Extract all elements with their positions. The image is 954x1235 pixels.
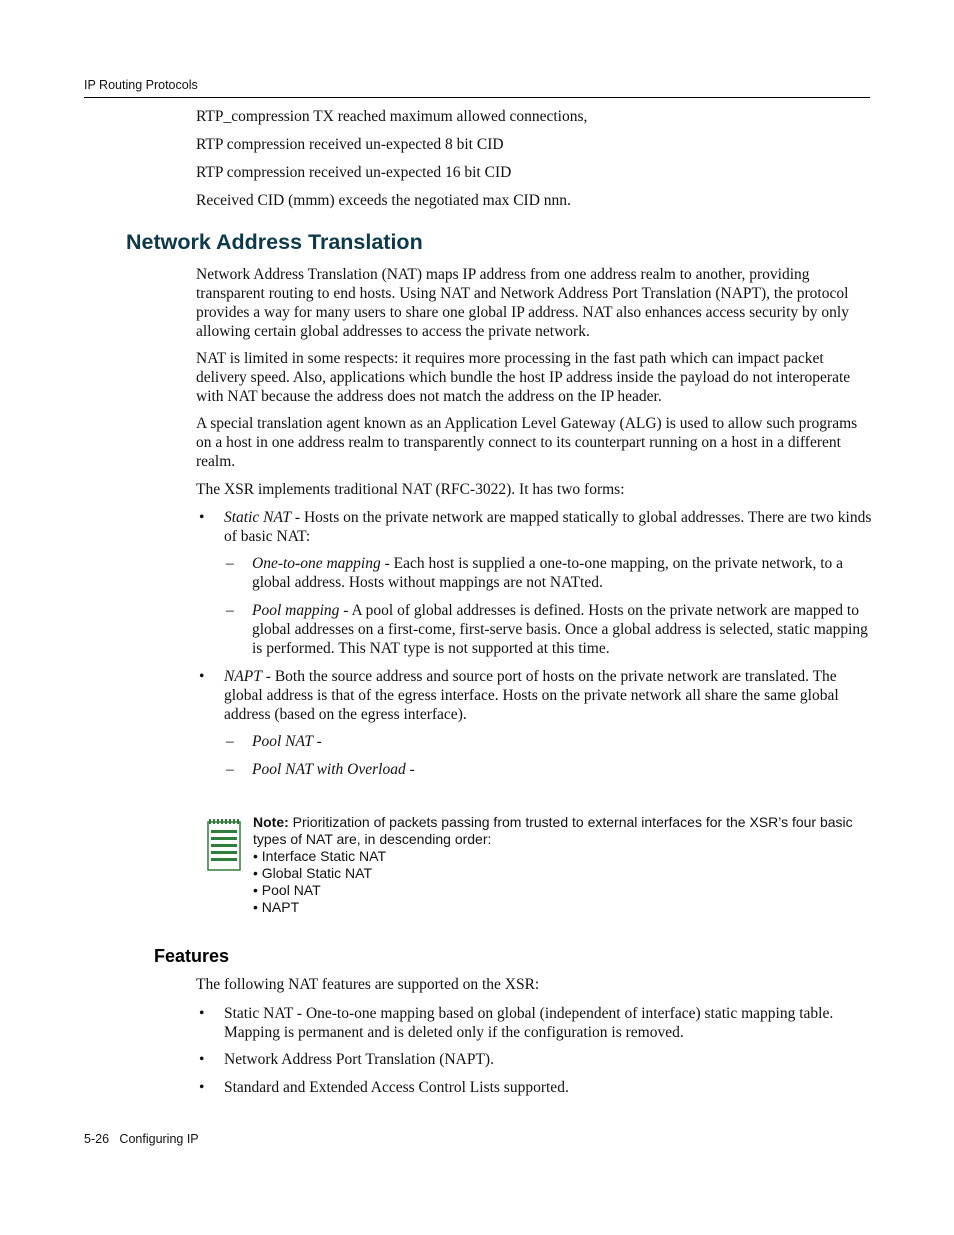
note-item: • Interface Static NAT — [253, 848, 387, 864]
running-head: IP Routing Protocols — [84, 78, 198, 92]
bullet-icon: • — [199, 509, 205, 526]
bullet-term: NAPT — [224, 668, 262, 685]
sub-body: - Each host is supplied a one-to-one mapping, on the private network, to a global address. Hosts without mappings are not NATted. — [252, 555, 844, 591]
notepad-icon — [207, 818, 241, 871]
sub-term: Pool NAT - — [252, 733, 322, 750]
bullet-napt — [224, 668, 872, 725]
bullet-icon: • — [199, 1079, 205, 1096]
dash-icon: – — [226, 733, 234, 750]
feature-item: Standard and Extended Access Control Lists supported. — [224, 1079, 569, 1096]
bullet-body: - Both the source address and source port of hosts on the private network are translated. The global address is that of the egress interface. Hosts on the private network all share the same global address (based on the egress interface). — [224, 668, 839, 723]
bullet-icon: • — [199, 1051, 205, 1068]
paragraph: NAT is limited in some respects: it requires more processing in the fast path which can impact packet delivery speed. Also, applications which bundle the host IP address inside the payload do not interoperate with NAT because the address does not match the address on the IP header. — [196, 350, 851, 405]
sub-body: - A pool of global addresses is defined. Hosts on the private network are mapped to global addresses on a first-come, first-serve basis. Once a global address is selected, static mapping is performed. This NAT type is not supported at this time. — [252, 602, 868, 657]
sub-bullet-pool-nat-overload — [252, 761, 872, 780]
feature-item: Network Address Port Translation (NAPT). — [224, 1051, 494, 1068]
page-footer: 5-26 Configuring IP — [84, 1132, 199, 1146]
feature-item: Static NAT - One-to-one mapping based on global (independent of interface) static mapping table. Mapping is permanent and is deleted only if the configuration is removed. — [224, 1005, 834, 1041]
note-label: Note: — [253, 814, 289, 830]
note-item: • Pool NAT — [253, 882, 321, 898]
dash-icon: – — [226, 761, 234, 778]
header-rule — [84, 97, 870, 98]
intro-line: Received CID (mmm) exceeds the negotiated max CID nnn. — [196, 192, 571, 209]
bullet-icon: • — [199, 668, 205, 685]
sub-term: Pool mapping — [252, 602, 340, 619]
features-title: Features — [154, 946, 230, 966]
sub-term: Pool NAT with Overload - — [252, 761, 415, 778]
intro-line: RTP compression received un-expected 16 bit CID — [196, 164, 512, 181]
intro-line: RTP compression received un-expected 8 bit CID — [196, 136, 504, 153]
bullet-static-nat — [224, 509, 872, 547]
sub-bullet-pool-mapping — [252, 602, 872, 659]
section-title: Network Address Translation — [126, 230, 423, 254]
dash-icon: – — [226, 602, 234, 619]
paragraph: The XSR implements traditional NAT (RFC-3022). It has two forms: — [196, 481, 625, 498]
sub-term: One-to-one mapping — [252, 555, 381, 572]
features-intro: The following NAT features are supported on the XSR: — [196, 976, 540, 993]
note-body: Prioritization of packets passing from trusted to external interfaces for the XSR’s four basic types of NAT are, in descending order: — [253, 814, 853, 847]
sub-bullet-one-to-one — [252, 555, 872, 593]
paragraph: Network Address Translation (NAT) maps IP address from one address realm to another, providing transparent routing to end hosts. Using NAT and Network Address Port Translation (NAPT), the protocol provides a way for many users to share one global IP address. NAT also enhances access security by only allowing certain global addresses to access the private network. — [196, 266, 849, 340]
bullet-term: Static NAT — [224, 509, 292, 526]
note-item: • NAPT — [253, 899, 300, 915]
paragraph: A special translation agent known as an Application Level Gateway (ALG) is used to allow such programs on a host in one address realm to transparently connect to its counterpart running on a host in a different realm. — [196, 415, 858, 470]
bullet-body: - Hosts on the private network are mapped statically to global addresses. There are two kinds of basic NAT: — [224, 509, 872, 545]
sub-bullet-pool-nat — [252, 733, 872, 752]
intro-line: RTP_compression TX reached maximum allowed connections, — [196, 108, 588, 125]
note-item: • Global Static NAT — [253, 865, 373, 881]
bullet-icon: • — [199, 1005, 205, 1022]
note-box — [253, 814, 863, 916]
dash-icon: – — [226, 555, 234, 572]
